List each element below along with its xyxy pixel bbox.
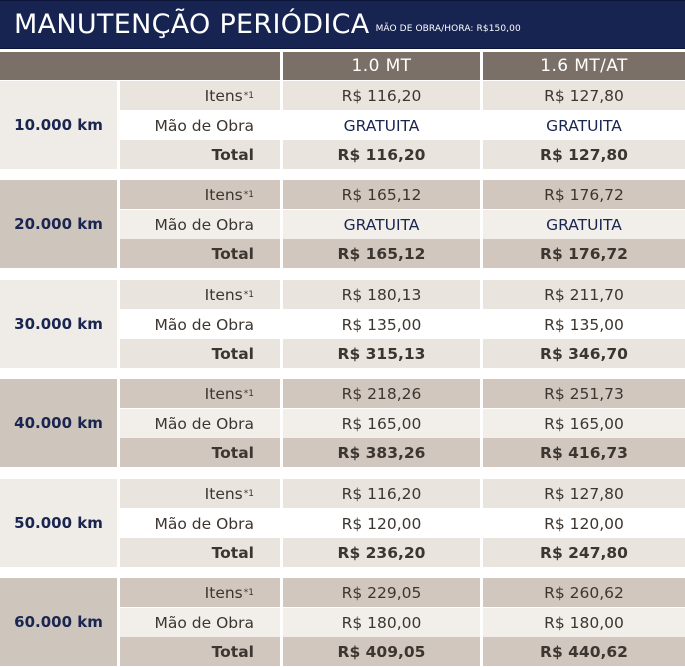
table-row-items	[0, 379, 685, 408]
cell-total-1-0-mt: R$ 383,26	[283, 438, 480, 467]
cell-labor-1-0-mt: R$ 135,00	[283, 310, 480, 339]
row-label-total: Total	[120, 438, 280, 467]
cell-labor-1-6-mt-at: R$ 180,00	[483, 608, 685, 637]
cell-items-1-0-mt: R$ 116,20	[283, 479, 480, 508]
cell-total-1-0-mt: R$ 315,13	[283, 339, 480, 368]
table-row-items	[0, 479, 685, 508]
km-label: 60.000 km	[0, 578, 117, 666]
cell-total-1-0-mt: R$ 116,20	[283, 140, 480, 169]
cell-total-1-0-mt: R$ 165,12	[283, 239, 480, 268]
cell-labor-1-6-mt-at: R$ 135,00	[483, 310, 685, 339]
row-label-total: Total	[120, 339, 280, 368]
cell-total-1-0-mt: R$ 409,05	[283, 637, 480, 666]
cell-items-1-0-mt: R$ 218,26	[283, 379, 480, 408]
row-label-total: Total	[120, 239, 280, 268]
km-label: 30.000 km	[0, 280, 117, 368]
cell-total-1-6-mt-at: R$ 127,80	[483, 140, 685, 169]
maintenance-group-30000	[0, 280, 685, 368]
cell-labor-1-0-mt: GRATUITA	[283, 210, 480, 239]
row-label-items: Itens *1	[120, 180, 280, 209]
table-row-items	[0, 280, 685, 309]
cell-labor-1-6-mt-at: R$ 165,00	[483, 409, 685, 438]
cell-total-1-6-mt-at: R$ 440,62	[483, 637, 685, 666]
table-row-labor	[0, 509, 685, 538]
table-row-labor	[0, 111, 685, 140]
maintenance-group-40000	[0, 379, 685, 467]
cell-items-1-6-mt-at: R$ 127,80	[483, 81, 685, 110]
maintenance-group-10000	[0, 81, 685, 169]
table-row-labor	[0, 310, 685, 339]
row-label-total: Total	[120, 140, 280, 169]
row-label-items: Itens *1	[120, 379, 280, 408]
footnote-marker: *1	[243, 289, 254, 300]
row-label-labor: Mão de Obra	[120, 111, 280, 140]
footnote-marker: *1	[243, 587, 254, 598]
km-label: 40.000 km	[0, 379, 117, 467]
column-header-blank	[0, 52, 280, 80]
row-label-labor: Mão de Obra	[120, 509, 280, 538]
row-label-items: Itens *1	[120, 81, 280, 110]
cell-labor-1-6-mt-at: GRATUITA	[483, 210, 685, 239]
cell-items-1-6-mt-at: R$ 176,72	[483, 180, 685, 209]
table-row-total	[0, 438, 685, 467]
cell-labor-1-6-mt-at: GRATUITA	[483, 111, 685, 140]
cell-total-1-6-mt-at: R$ 416,73	[483, 438, 685, 467]
table-row-items	[0, 81, 685, 110]
table-row-total	[0, 637, 685, 666]
table-row-total	[0, 239, 685, 268]
column-header-1-0-mt: 1.0 MT	[283, 52, 480, 80]
table-row-items	[0, 180, 685, 209]
cell-total-1-6-mt-at: R$ 346,70	[483, 339, 685, 368]
maintenance-group-60000	[0, 578, 685, 666]
row-label-items: Itens *1	[120, 280, 280, 309]
cell-labor-1-6-mt-at: R$ 120,00	[483, 509, 685, 538]
table-header-bar	[0, 0, 685, 49]
cell-items-1-0-mt: R$ 229,05	[283, 578, 480, 607]
row-label-total: Total	[120, 538, 280, 567]
km-label: 10.000 km	[0, 81, 117, 169]
labor-rate-note: MÃO DE OBRA/HORA: R$150,00	[375, 23, 521, 34]
km-label: 50.000 km	[0, 479, 117, 567]
cell-items-1-0-mt: R$ 180,13	[283, 280, 480, 309]
table-row-items	[0, 578, 685, 607]
row-label-labor: Mão de Obra	[120, 608, 280, 637]
maintenance-group-50000	[0, 479, 685, 567]
cell-total-1-0-mt: R$ 236,20	[283, 538, 480, 567]
cell-total-1-6-mt-at: R$ 176,72	[483, 239, 685, 268]
cell-items-1-0-mt: R$ 165,12	[283, 180, 480, 209]
row-label-labor: Mão de Obra	[120, 409, 280, 438]
cell-items-1-6-mt-at: R$ 251,73	[483, 379, 685, 408]
cell-total-1-6-mt-at: R$ 247,80	[483, 538, 685, 567]
page-title: MANUTENÇÃO PERIÓDICA	[14, 9, 370, 40]
footnote-marker: *1	[243, 488, 254, 499]
column-header-1-6-mt-at: 1.6 MT/AT	[483, 52, 685, 80]
maintenance-group-20000	[0, 180, 685, 268]
cell-labor-1-0-mt: GRATUITA	[283, 111, 480, 140]
cell-labor-1-0-mt: R$ 120,00	[283, 509, 480, 538]
footnote-marker: *1	[243, 90, 254, 101]
table-row-total	[0, 339, 685, 368]
footnote-marker: *1	[243, 189, 254, 200]
cell-items-1-6-mt-at: R$ 211,70	[483, 280, 685, 309]
cell-items-1-6-mt-at: R$ 127,80	[483, 479, 685, 508]
table-row-labor	[0, 210, 685, 239]
footnote-marker: *1	[243, 388, 254, 399]
cell-items-1-6-mt-at: R$ 260,62	[483, 578, 685, 607]
row-label-labor: Mão de Obra	[120, 210, 280, 239]
row-label-items: Itens *1	[120, 479, 280, 508]
cell-labor-1-0-mt: R$ 165,00	[283, 409, 480, 438]
row-label-items: Itens *1	[120, 578, 280, 607]
km-label: 20.000 km	[0, 180, 117, 268]
cell-labor-1-0-mt: R$ 180,00	[283, 608, 480, 637]
cell-items-1-0-mt: R$ 116,20	[283, 81, 480, 110]
row-label-labor: Mão de Obra	[120, 310, 280, 339]
table-row-total	[0, 140, 685, 169]
table-row-labor	[0, 409, 685, 438]
table-row-labor	[0, 608, 685, 637]
row-label-total: Total	[120, 637, 280, 666]
table-row-total	[0, 538, 685, 567]
